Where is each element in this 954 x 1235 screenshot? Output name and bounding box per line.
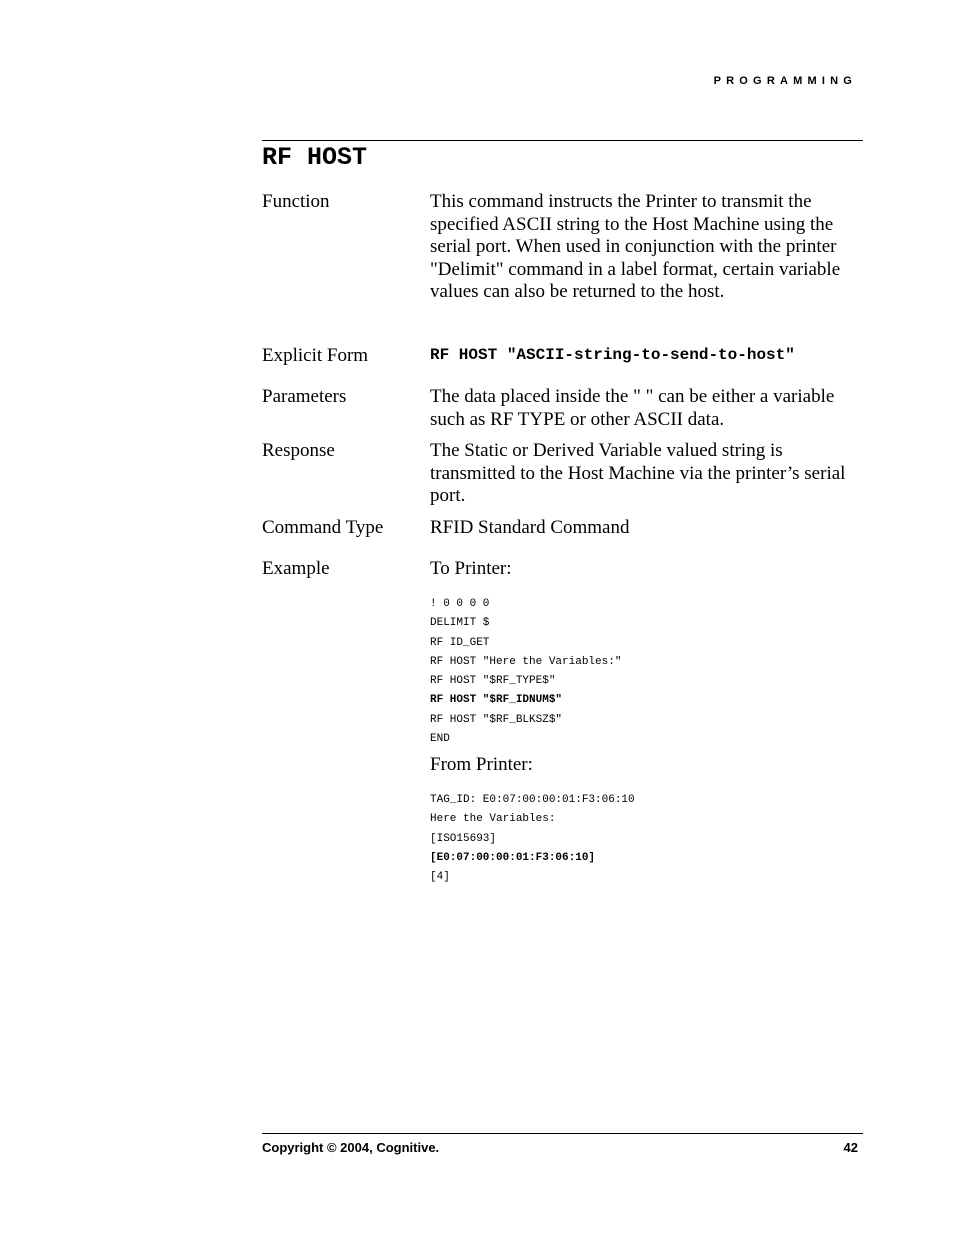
code-line: RF HOST "$RF_BLKSZ$" (430, 713, 563, 726)
running-header: PROGRAMMING (713, 75, 857, 87)
from-printer-code (430, 791, 635, 887)
parameters-description: The data placed inside the " " can be either a variable such as RF TYPE or other ASCII data. (430, 386, 835, 430)
code-line: [ISO15693] (430, 832, 497, 845)
footer-rule (262, 1133, 863, 1134)
response-label: Response (262, 440, 335, 461)
to-printer-label: To Printer: (430, 558, 512, 579)
from-printer-label: From Printer: (430, 754, 533, 775)
code-line: DELIMIT $ (430, 617, 490, 630)
response-description: The Static or Derived Variable valued string is transmitted to the Host Machine via the printer’s serial port. (430, 440, 846, 506)
code-line: RF ID_GET (430, 636, 490, 649)
function-label: Function (262, 191, 330, 212)
page-number: 42 (843, 1140, 858, 1155)
code-line: TAG_ID: E0:07:00:00:01:F3:06:10 (430, 794, 635, 806)
to-printer-code (430, 595, 621, 749)
code-line: [4] (430, 871, 450, 884)
code-line: ! 0 0 0 0 (430, 598, 490, 610)
page-title: RF HOST (262, 143, 368, 172)
command-type-value: RFID Standard Command (430, 517, 630, 538)
code-line: END (430, 733, 450, 746)
explicit-form-syntax: RF HOST "ASCII-string-to-send-to-host" (430, 346, 795, 364)
title-rule (262, 140, 863, 141)
function-description: This command instructs the Printer to transmit the specified ASCII string to the Host Machine using the serial port. When used in conjunction with the printer "Delimit" command in a label format, certain variable values can also be returned to the host. (430, 191, 841, 302)
code-line: RF HOST "$RF_TYPE$" (430, 675, 556, 688)
code-line: RF HOST "Here the Variables:" (430, 655, 622, 668)
command-type-label: Command Type (262, 517, 384, 538)
example-label: Example (262, 558, 330, 579)
code-line-highlighted: RF HOST "$RF_IDNUM$" (430, 694, 563, 707)
footer-copyright: Copyright © 2004, Cognitive. (262, 1140, 440, 1155)
code-line-highlighted: [E0:07:00:00:01:F3:06:10] (430, 851, 596, 864)
explicit-form-label: Explicit Form (262, 345, 369, 366)
parameters-label: Parameters (262, 386, 347, 407)
code-line: Here the Variables: (430, 813, 556, 826)
